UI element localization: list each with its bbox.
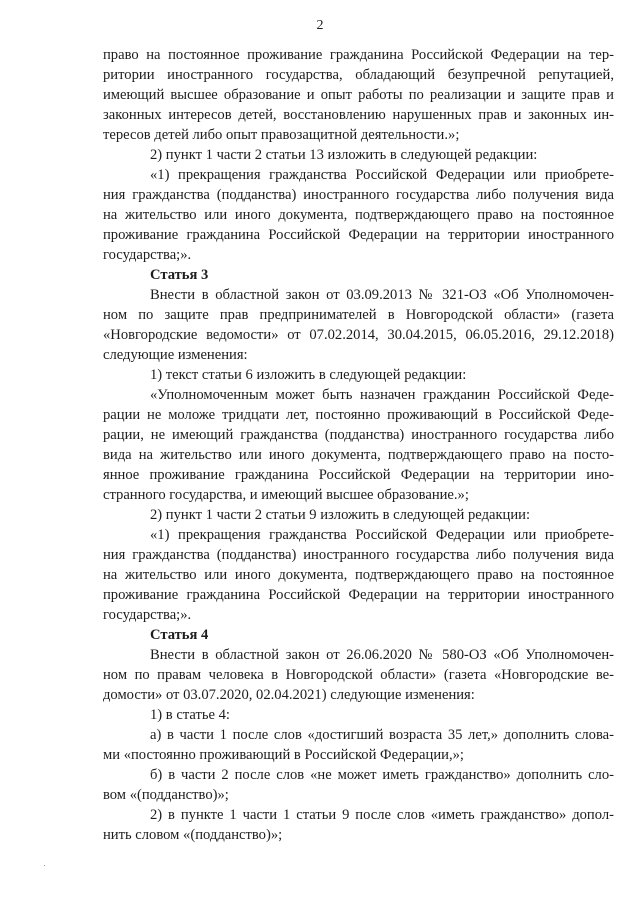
text-line: ния гражданства (подданства) иностранного государства либо получения вида [103,187,614,203]
text-line: «1) прекращения гражданства Российской Федерации или приобрете- [150,167,614,183]
text-line: проживание гражданина Российской Федерации на территории иностранного [103,587,614,603]
text-line: государства;». [103,607,192,623]
text-line: ритории иностранного государства, обладающий безупречной репутацией, [103,67,614,83]
text-line: 2) в пункте 1 части 1 статьи 9 после слов «иметь гражданство» допол- [150,807,614,823]
scan-speck [44,865,45,866]
text-line: домости» от 03.07.2020, 02.04.2021) следующие изменения: [103,687,475,703]
text-line: законных интересов детей, восстановлению нарушенных прав и законных ин- [103,107,614,123]
text-line: ном по защите прав предпринимателей в Новгородской области» (газета [103,307,614,323]
text-line: а) в части 1 после слов «достигший возраста 35 лет,» дополнить слова- [150,727,614,743]
page-number: 2 [316,18,324,33]
text-line: ми «постоянно проживающий в Российской Федерации,»; [103,747,464,763]
text-line: ния гражданства (подданства) иностранного государства либо получения вида [103,547,614,563]
text-line: право на постоянное проживание гражданина Российской Федерации на тер- [103,47,614,63]
text-line: имеющий высшее образование и опыт работы по реализации и защите прав и [103,87,614,103]
text-line: нить словом «(подданство)»; [103,827,283,843]
text-line: на жительство или иного документа, подтверждающего право на постоянное [103,567,614,583]
article-heading: Статья 3 [150,267,209,283]
text-line: вида на жительство или иного документа, подтверждающего право на посто- [103,447,614,463]
text-line: «1) прекращения гражданства Российской Федерации или приобрете- [150,527,614,543]
text-line: ном по правам человека в Новгородской области» (газета «Новгородские ве- [103,667,614,683]
text-line: рации не моложе тридцати лет, постоянно проживающий в Российской Феде- [103,407,614,423]
text-line: государства;». [103,247,192,263]
text-line: «Уполномоченным может быть назначен гражданин Российской Феде- [150,387,614,403]
text-line: рации, не имеющий гражданства (подданства) иностранного государства либо [103,427,614,443]
text-line: тересов детей либо опыт правозащитной деятельности.»; [103,127,460,143]
text-line: следующие изменения: [103,347,248,363]
text-line: странного государства, и имеющий высшее образование.»; [103,487,469,503]
text-line: Внести в областной закон от 03.09.2013 № 321-ОЗ «Об Уполномочен- [150,287,614,303]
text-line: проживание гражданина Российской Федерации на территории иностранного [103,227,614,243]
text-line: б) в части 2 после слов «не может иметь гражданство» дополнить сло- [150,767,614,783]
text-line: 2) пункт 1 части 2 статьи 13 изложить в следующей редакции: [150,147,538,163]
text-line: 2) пункт 1 части 2 статьи 9 изложить в следующей редакции: [150,507,531,523]
text-line: «Новгородские ведомости» от 07.02.2014, 30.04.2015, 06.05.2016, 29.12.2018) [103,327,614,343]
text-line: янное проживание гражданина Российской Федерации на территории ино- [103,467,614,483]
text-line: вом «(подданство)»; [103,787,229,803]
text-line: Внести в областной закон от 26.06.2020 № 580-ОЗ «Об Уполномочен- [150,647,614,663]
article-heading: Статья 4 [150,627,209,643]
text-line: 1) в статье 4: [150,707,230,723]
text-line: на жительство или иного документа, подтверждающего право на постоянное [103,207,614,223]
text-line: 1) текст статьи 6 изложить в следующей редакции: [150,367,467,383]
